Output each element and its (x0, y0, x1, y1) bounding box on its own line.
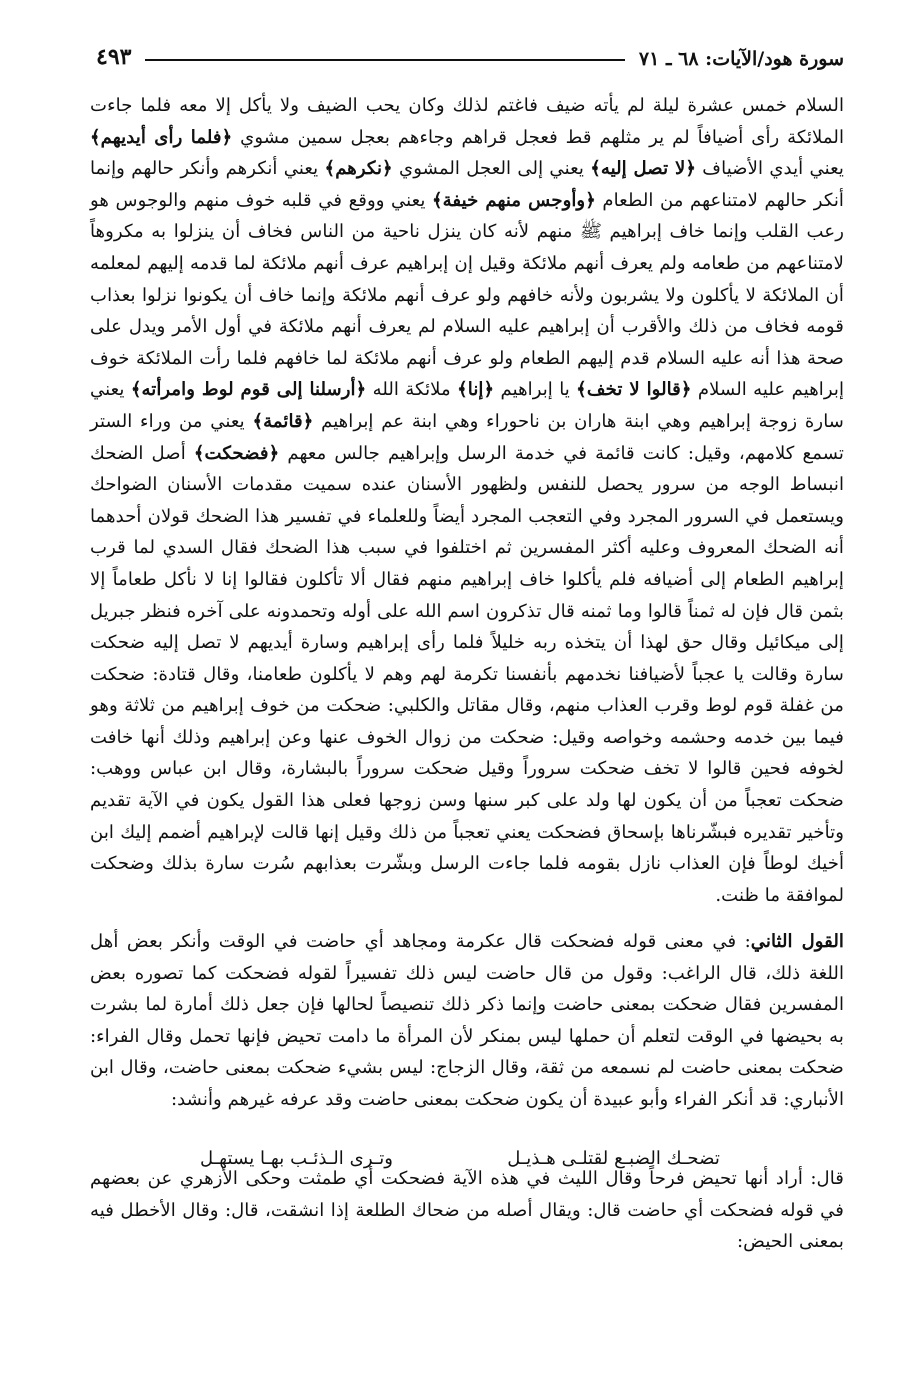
quran-quote-4-text: وأوجس منهم خيفة (442, 189, 586, 211)
paragraph-3: قال: أراد أنها تحيض فرحاً وقال الليث في هذه الآية فضحكت أي طمثت وحكى الأزهري عن بعضهم في قوله فضحكت أي حاضت قال: ويقال أصله من ضحاك الطلعة إذا انشقت، قال: وقال الأخطل فيه بمعنى الحيض: (90, 1168, 844, 1253)
paragraph-1 (90, 90, 844, 911)
paragraph-1-text-05: يعني ووقع في قلبه خوف منهم والوجوس هو رعب القلب وإنما خاف إبراهيم ﷺ منهم لأنه كان ينزل ناحية من الناس فخاف أن ينزلوا به مكروهاً لامتناعهم من طعامه ولم يعرف أنهم ملائكة وقيل إن إبراهيم عرف أنهم ملائكة لما قدمه إليهم لمعلمه أن الملائكة لا يأكلون ولا يشربون ولأنه خافهم ولو عرف أنهم ملائكة وإنما خاف أن يكونوا نزلوا بعذاب قومه فخاف من ذلك والأقرب أن إبراهيم عليه السلام لم يعرف أنهم ملائكة في أول الأمر ويدل على صحة هذا أنه عليه السلام قدم إليهم الطعام ولو عرف أنهم ملائكة لما خافهم فلما رأت الملائكة خوف إبراهيم عليه السلام (90, 189, 844, 401)
paragraph-2 (90, 926, 844, 1116)
quran-quote-8 (252, 411, 313, 432)
ornate-bracket-close-icon (432, 190, 443, 211)
quran-quote-2-text: لا تصل إليه (600, 158, 686, 180)
paragraph-1-text-07: ملائكة الله (366, 379, 458, 401)
ornate-bracket-open-icon (356, 379, 367, 400)
quran-quote-4 (432, 190, 596, 211)
commentary-block-1 (90, 90, 844, 911)
ornate-bracket-open-icon (222, 127, 233, 148)
ornate-bracket-close-icon (90, 127, 101, 148)
quran-quote-9-text: فضحكت (204, 442, 269, 464)
quran-quote-7-text: أرسلنا إلى قوم لوط وامرأته (141, 379, 356, 401)
ornate-bracket-close-icon (590, 158, 601, 179)
ornate-bracket-close-icon (252, 411, 263, 432)
page-number: ٤٩٣ (96, 44, 132, 70)
ornate-bracket-open-icon (483, 379, 494, 400)
surah-verses-title: سورة هود/الآيات: ٦٨ ـ ٧١ (638, 48, 844, 70)
paragraph-1-text-06: يا إبراهيم (494, 379, 577, 401)
ornate-bracket-open-icon (269, 443, 280, 464)
ornate-bracket-close-icon (131, 379, 142, 400)
verse-hemistich-1: تضحـك الضبـع لقتلـى هـذيـل (507, 1148, 720, 1169)
quran-quote-6-text: إنا (467, 379, 484, 401)
ornate-bracket-open-icon (685, 158, 696, 179)
paragraph-1-text-02: يعني أيدي الأضياف (696, 158, 844, 180)
quran-quote-2 (590, 158, 696, 179)
commentary-block-3 (90, 1163, 844, 1258)
quran-quote-6 (457, 379, 494, 400)
quran-quote-5-text: قالوا لا تخف (586, 379, 681, 401)
paragraph-1-text-01: السلام خمس عشرة ليلة لم يأته ضيف فاغتم لذلك وكان يحب الضيف ولا يأكل إلا معه فلما جاءت الملائكة رأى أضيافاً لم ير مثلهم قط فعجل قراهم وجاءهم بعجل سمين مشوي (90, 95, 844, 148)
ornate-bracket-close-icon (325, 158, 336, 179)
paragraph-1-text-08: يعني سارة زوجة إبراهيم وهي ابنة هاران بن ناحوراء وهي ابنة عم إبراهيم (90, 379, 844, 432)
ornate-bracket-open-icon (303, 411, 314, 432)
quran-quote-1 (90, 127, 232, 148)
quran-quote-3 (325, 158, 393, 179)
ornate-bracket-open-icon (382, 158, 393, 179)
ornate-bracket-close-icon (194, 443, 205, 464)
ornate-bracket-open-icon (681, 379, 692, 400)
second-opinion-heading: القول الثاني (750, 931, 844, 952)
ornate-bracket-close-icon (576, 379, 587, 400)
quran-quote-7 (131, 379, 366, 400)
paragraph-1-text-09: يعني من وراء الستر تسمع كلامهم، وقيل: كانت قائمة في خدمة الرسل وإبراهيم جالس معهم (90, 410, 844, 464)
ornate-bracket-close-icon (457, 379, 468, 400)
quran-quote-3-text: نكرهم (335, 158, 383, 180)
paragraph-2-text: : في معنى قوله فضحكت قال عكرمة ومجاهد أي حاضت في الوقت وأنكر بعض أهل اللغة ذلك، قال الراغب: وقول من قال حاضت ليس ذلك تفسيراً لقوله فضحكت كما تصوره بعض المفسرين فقال ضحكت بمعنى حاضت وإنما ذكر ذلك تنصيصاً لحالها فإن جعل ذلك أمارة لما بشرت به بحيضها في الوقت لتعلم أن حملها ليس بمنكر لأن المرأة ما دامت تحيض فإنها تحمل وقال الفراء: ضحكت بمعنى حاضت لم نسمعه من ثقة، وقال الزجاج: ليس بشيء ضحكت بمعنى حاضت، وقال ابن الأنباري: قد أنكر الفراء وأبو عبيدة أن يكون ضحكت بمعنى حاضت وقد عرفه غيرهم وأنشد: (90, 931, 844, 1110)
paragraph-1-text-03: يعني إلى العجل المشوي (392, 158, 591, 180)
commentary-block-2 (90, 926, 844, 1116)
header-rule (145, 59, 624, 61)
quran-quote-5 (576, 379, 691, 400)
page-header (96, 36, 844, 70)
paragraph-1-text-04: يعني أنكرهم وأنكر حالهم وإنما أنكر حالهم لامتناعهم من الطعام (90, 158, 844, 211)
quran-quote-8-text: قائمة (263, 410, 303, 432)
ornate-bracket-open-icon (585, 190, 596, 211)
quran-quote-9 (194, 443, 279, 464)
verse-hemistich-2: وتـرى الـذئـب بهـا يستهـل (200, 1148, 394, 1169)
paragraph-1-text-10: أصل الضحك انبساط الوجه من سرور يحصل للنفس ولظهور الأسنان عنده سميت مقدمات الأسنان الضواحك ويستعمل في السرور المجرد وفي التعجب المجرد أيضاً وللعلماء في تفسير هذا الضحك قولان أحدهما أنه الضحك المعروف وعليه أكثر المفسرين ثم اختلفوا في سبب هذا الضحك فقال السدي لما قرب إبراهيم الطعام إلى أضيافه فلم يأكلوا خاف إبراهيم منهم فقال ألا تأكلون فقالوا إنا لا نأكل طعاماً إلا بثمن قال فإن له ثمناً قالوا وما ثمنه قال تذكرون اسم الله على أوله وتحمدونه على آخره فنظر جبريل إلى ميكائيل وقال حق لهذا أن يتخذه ربه خليلاً فلما رأى إبراهيم وسارة أيديهم لا تصل إليه ضحكت سارة وقالت يا عجباً لأضيافنا نخدمهم بأنفسنا تكرمة لهم وهم لا يأكلون طعامنا، وقال قتادة: ضحكت من غفلة قوم لوط وقرب العذاب منهم، وقال مقاتل والكلبي: ضحكت من خوف إبراهيم من ثلاثة وهو فيما بين خدمه وحشمه وخواصه وقيل: ضحكت من زوال الخوف عنها وعن إبراهيم وذلك أنها خافت لخوفه فحين قالوا لا تخف ضحكت سروراً وقيل ضحكت سروراً بالبشارة، وقال ابن عباس ووهب: ضحكت تعجباً من أن يكون لها ولد على كبر سنها وسن زوجها فعلى هذا القول يكون في الآية تقديم وتأخير تقديره فبشّرناها بإسحاق فضحكت يعني تعجباً من ذلك وقيل إنها قالت لإبراهيم أضمم إليك ابن أخيك لوطاً فإن العذاب نازل بقومه فلما جاءت الرسل وبشّرت بعذابهم سُرت سارة بذلك وضحكت لموافقة ما ظنت. (90, 442, 844, 906)
quran-quote-1-text: فلما رأى أيديهم (100, 126, 222, 148)
